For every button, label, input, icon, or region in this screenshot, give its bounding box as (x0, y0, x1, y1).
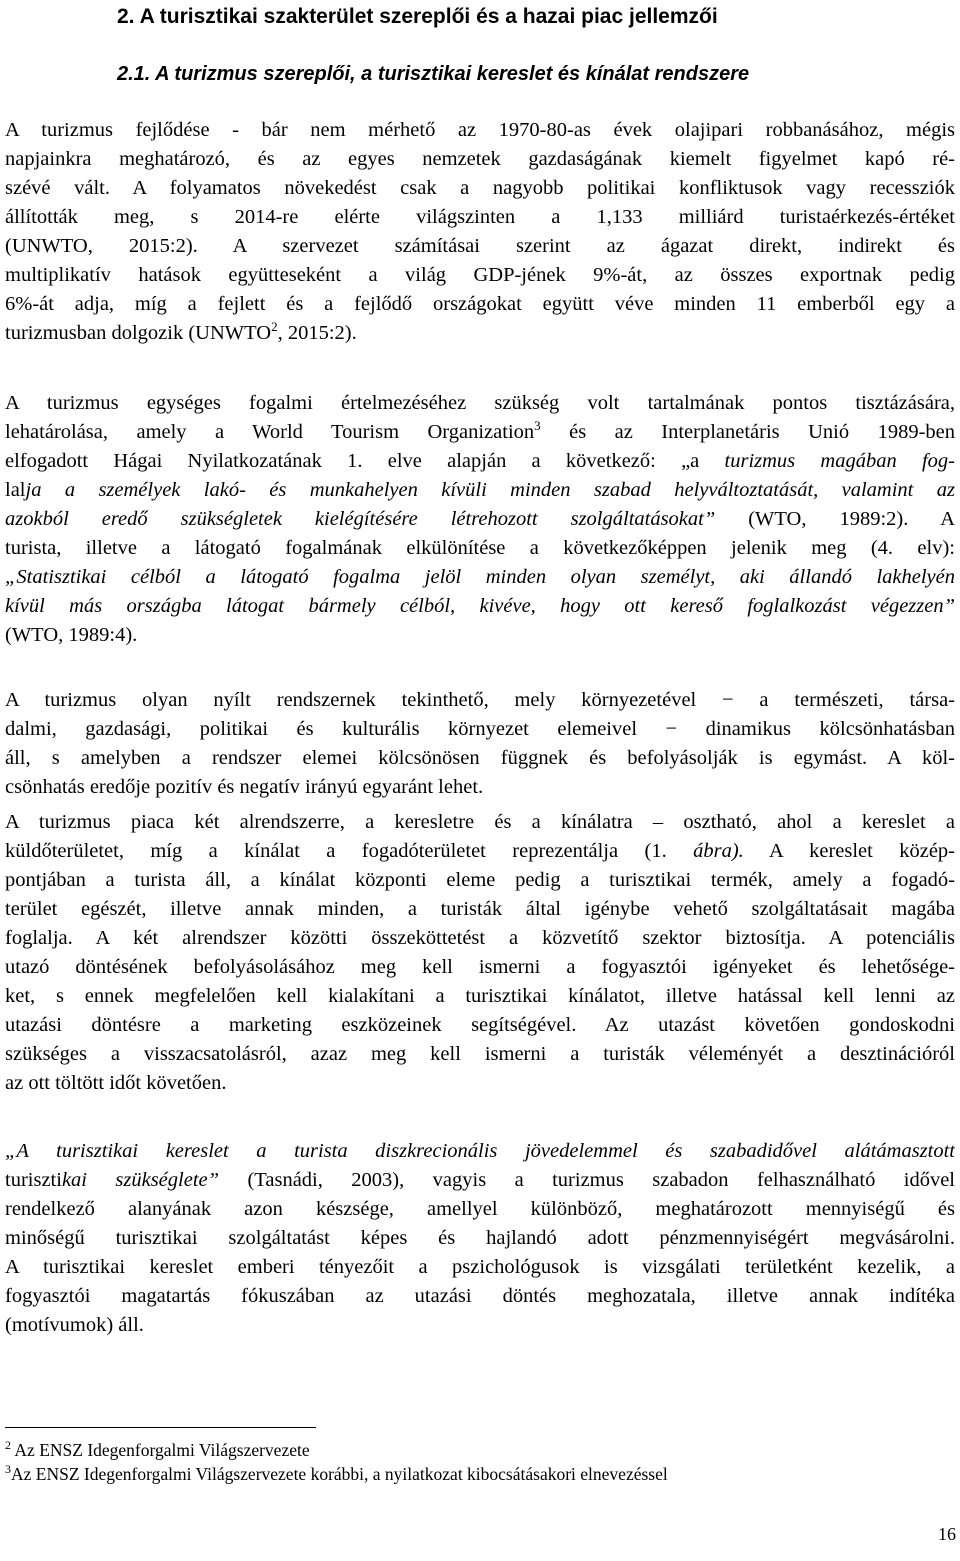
text-line: foglalja. A két alrendszer közötti összeköttetést a közvetítő szektor biztosítja. A potenciális (5, 927, 955, 949)
footnote-ref: 3 (534, 418, 541, 434)
footnote-3 (5, 1463, 668, 1485)
text-line (5, 837, 955, 866)
text-line: szévé vált. A folyamatos növekedést csak a nagyobb politikai konfliktusok vagy recessziók (5, 177, 955, 199)
text-line (5, 319, 955, 348)
text-line: napjainkra meghatározó, és az egyes nemzetek gazdaságának kiemelt figyelmet kapó ré- (5, 148, 955, 170)
text-line: A turizmus piaca két alrendszerre, a keresletre és a kínálatra – osztható, ahol a kereslet a (5, 811, 955, 833)
paragraph-5 (5, 1137, 955, 1340)
text-line: dalmi, gazdasági, politikai és kulturális környezet elemeivel − dinamikus kölcsönhatásban (5, 718, 955, 740)
text-line: ket, s ennek megfelelően kell kialakítani a turisztikai kínálatot, illetve hatással kell lenni az (5, 985, 955, 1007)
text-line: (WTO, 1989:4). (5, 624, 138, 646)
quote-fragment: turizmus magában fog- (724, 450, 955, 472)
text-line (5, 592, 955, 621)
footnote-separator (5, 1427, 316, 1428)
text-line: pontjában a turista áll, a kínálat központi eleme pedig a turisztikai termék, amely a fogadó- (5, 869, 955, 891)
text-line: terület egészét, illetve annak minden, a turisták által igénybe vehető szolgáltatásait magába (5, 898, 955, 920)
text-line: csönhatás eredője pozitív és negatív irányú egyaránt lehet. (5, 776, 484, 798)
text-line: állították meg, s 2014-re elérte világszinten a 1,133 milliárd turistaérkezés-értéket (5, 206, 955, 228)
quote-fragment: kai szükséglete” (61, 1169, 220, 1191)
subsection-heading: 2.1. A turizmus szereplői, a turisztikai kereslet és kínálat rendszere (117, 63, 750, 85)
quote-fragment: „Statisztikai célból a látogató fogalma jelöl minden olyan személyt, aki állandó lakhelyén (5, 566, 955, 588)
text-fragment: (WTO, 1989:2). A (715, 508, 955, 530)
text-line (5, 505, 955, 534)
text-line: A turizmus olyan nyílt rendszernek tekinthető, mely környezetével − a természeti, társa- (5, 689, 955, 711)
paragraph-4 (5, 808, 955, 1098)
text-fragment: A kereslet közép- (743, 840, 955, 862)
footnote-text: Az ENSZ Idegenforgalmi Világszervezete korábbi, a nyilatkozat kibocsátásakori elnevezéssel (11, 1464, 668, 1484)
text-line: szükséges a visszacsatolásról, azaz meg kell ismerni a turisták véleményét a desztinációról (5, 1043, 955, 1065)
paragraph-3 (5, 686, 955, 802)
text-line: utazási döntésre a marketing eszközeinek segítségével. Az utazást követően gondoskodni (5, 1014, 955, 1036)
text-line: az ott töltött időt követően. (5, 1072, 227, 1094)
text-line (5, 1166, 955, 1195)
footnote-mark: 3 (5, 1462, 11, 1477)
text-line: (UNWTO, 2015:2). A szervezet számításai szerint az ágazat direkt, indirekt és (5, 235, 955, 257)
text-fragment: turiszti (5, 1169, 62, 1191)
page-number: 16 (938, 1524, 956, 1544)
text-line (5, 476, 955, 505)
text-line: A turisztikai kereslet emberi tényezőit a pszichológusok is vizsgálati területként kezelik, a (5, 1256, 955, 1278)
text-line: A turizmus egységes fogalmi értelmezéséhez szükség volt tartalmának pontos tisztázására, (5, 392, 955, 414)
text-line: A turizmus fejlődése - bár nem mérhető az 1970-80-as évek olajipari robbanásához, mégis (5, 119, 955, 141)
quote-fragment: kívül más országba látogat bármely célból, kivéve, hogy ott kereső foglalkozást végezzen” (5, 595, 955, 617)
paragraph-2 (5, 389, 955, 650)
text-line: fogyasztói magatartás fókuszában az utazási döntés meghozatala, illetve annak indítéka (5, 1285, 955, 1307)
figure-ref: ábra). (693, 840, 744, 862)
text-line: (motívumok) áll. (5, 1314, 144, 1336)
text-line: áll, s amelyben a rendszer elemei kölcsönösen függnek és befolyásolják is egymást. A köl- (5, 747, 955, 769)
text-fragment: turizmusban dolgozik (UNWTO (5, 322, 272, 344)
footnote-ref: 2 (271, 319, 278, 335)
text-line (5, 447, 955, 476)
text-fragment: elfogadott Hágai Nyilatkozatának 1. elve alapján a következő: „a (5, 450, 725, 472)
paragraph-1 (5, 116, 955, 348)
text-line (5, 563, 955, 592)
section-heading: 2. A turisztikai szakterület szereplői és a hazai piac jellemzői (117, 5, 718, 28)
quote-fragment: ja a személyek lakó- és munkahelyen kívüli minden szabad helyváltoztatását, valamint az (25, 479, 955, 501)
footnote-2 (5, 1439, 310, 1461)
text-line: 6%-át adja, míg a fejlett és a fejlődő országokat együtt véve minden 11 emberből egy a (5, 293, 955, 315)
text-fragment: küldőterületet, míg a kínálat a fogadóterületet reprezentálja (1. (5, 840, 694, 862)
text-fragment: lal (5, 479, 26, 501)
text-line: rendelkező alanyának azon készsége, amellyel különböző, meghatározott mennyiségű és (5, 1198, 955, 1220)
quote-fragment: „A turisztikai kereslet a turista diszkrecionális jövedelemmel és szabadidővel alátámasztott (5, 1140, 955, 1162)
text-line: utazó döntésének befolyásolásához meg kell ismerni a fogyasztói igényeket és lehetősége- (5, 956, 955, 978)
text-line (5, 418, 955, 447)
quote-fragment: azokból eredő szükségletek kielégítésére létrehozott szolgáltatásokat” (5, 508, 716, 530)
text-line: turista, illetve a látogató fogalmának elkülönítése a következőképpen jelenik meg (4. elv): (5, 537, 955, 559)
footnote-text: Az ENSZ Idegenforgalmi Világszervezete (11, 1440, 310, 1460)
text-fragment: , 2015:2). (277, 322, 357, 344)
text-fragment: (Tasnádi, 2003), vagyis a turizmus szabadon felhasználható idővel (219, 1169, 955, 1191)
text-line: minőségű turisztikai szolgáltatást képes és hajlandó adott pénzmennyiségért megvásárolni. (5, 1227, 955, 1249)
text-line: multiplikatív hatások együtteseként a világ GDP-jének 9%-át, az összes exportnak pedig (5, 264, 955, 286)
text-line (5, 1137, 955, 1166)
text-fragment: lehatárolása, amely a World Tourism Organization (5, 421, 535, 443)
text-fragment: és az Interplanetáris Unió 1989-ben (540, 421, 955, 443)
footnote-mark: 2 (5, 1438, 11, 1453)
